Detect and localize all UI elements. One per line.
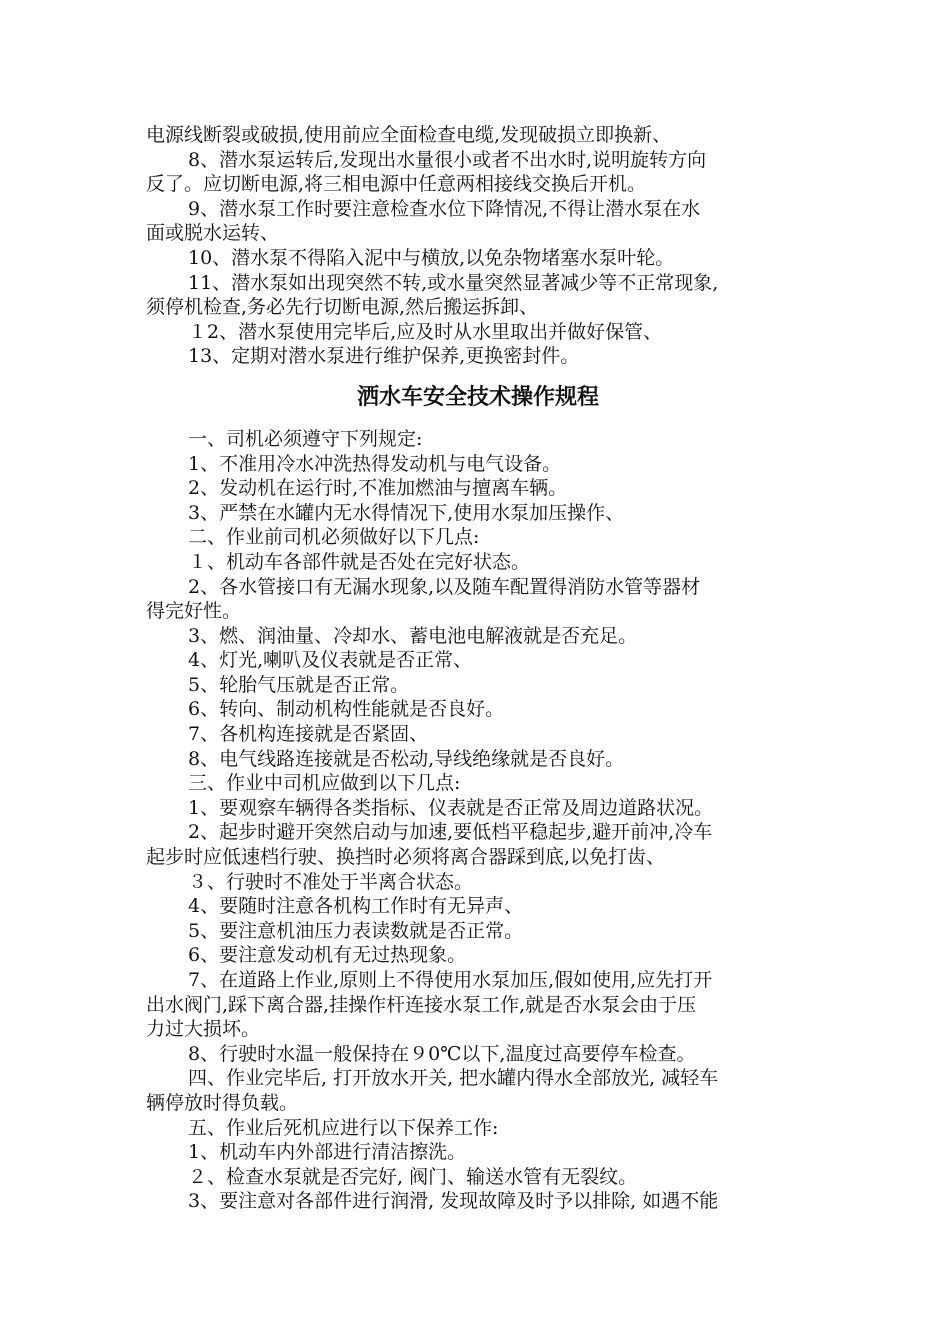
text-line: 二、作业前司机必须做好以下几点: [188, 526, 480, 549]
text-line: 7、各机构连接就是否紧固、 [188, 723, 429, 746]
section-title: 洒水车安全技术操作规程 [356, 384, 599, 410]
text-line: 6、转向、制动机构性能就是否良好。 [188, 698, 505, 721]
text-line: 起步时应低速档行驶、换挡时必须将离合器踩到底,以免打齿、 [146, 846, 666, 869]
text-line: 三、作业中司机应做到以下几点: [188, 772, 461, 795]
text-line: 8、行驶时水温一般保持在９0℃以下,温度过高要停车检查。 [188, 1042, 696, 1065]
text-line: 面或脱水运转、 [146, 222, 280, 245]
text-line: 电源线断裂或破损,使用前应全面检查电缆,发现破损立即换新、 [146, 124, 672, 146]
text-line: 3、要注意对各部件进行润滑, 发现故障及时予以排除, 如遇不能 [188, 1190, 719, 1213]
text-line: 得完好性。 [146, 600, 242, 623]
text-line: 力过大损坏。 [146, 1018, 261, 1041]
text-line: 8、潜水泵运转后,发现出水量很小或者不出水时,说明旋转方向 [188, 148, 707, 171]
text-line: ２、检查水泵就是否完好, 阀门、输送水管有无裂纹。 [188, 1165, 638, 1188]
text-line: 10、潜水泵不得陷入泥中与横放,以免杂物堵塞水泵叶轮。 [188, 246, 675, 269]
text-line: 2、各水管接口有无漏水现象,以及随车配置得消防水管等器材 [188, 575, 701, 598]
text-line: 13、定期对潜水泵进行维护保养,更换密封件。 [188, 345, 580, 368]
text-line: 出水阀门,踩下离合器,挂操作杆连接水泵工作,就是否水泵会由于压 [146, 993, 697, 1016]
text-line: 3、燃、润油量、冷却水、蓄电池电解液就是否充足。 [188, 624, 638, 647]
text-line: 2、发动机在运行时,不准加燃油与擅离车辆。 [188, 477, 568, 500]
text-line: １2、潜水泵使用完毕后,应及时从水里取出并做好保管、 [188, 320, 663, 343]
text-line: 11、潜水泵如出现突然不转,或水量突然显著减少等不正常现象, [188, 271, 719, 294]
text-line: 反了。应切断电源,将三相电源中任意两相接线交换后开机。 [146, 173, 647, 196]
text-line: 4、要随时注意各机构工作时有无异声、 [188, 895, 524, 918]
text-line: 7、在道路上作业,原则上不得使用水泵加压,假如使用,应先打开 [188, 969, 713, 991]
text-line: 辆停放时得负载。 [146, 1091, 299, 1114]
text-line: 6、要注意发动机有无过热现象。 [188, 944, 467, 967]
text-line: 3、严禁在水罐内无水得情况下,使用水泵加压操作、 [188, 501, 625, 524]
text-line: 2、起步时避开突然启动与加速,要低档平稳起步,避开前冲,冷车 [188, 821, 713, 844]
text-line: 五、作业后死机应进行以下保养工作: [188, 1116, 499, 1139]
text-line: 5、轮胎气压就是否正常。 [188, 673, 410, 696]
top-section [146, 123, 810, 369]
text-line: 4、灯光,喇叭及仪表就是否正常、 [188, 649, 473, 672]
text-line: 1、不准用冷水冲洗热得发动机与电气设备。 [188, 452, 562, 475]
text-line: ３、行驶时不准处于半离合状态。 [188, 870, 474, 893]
text-line: １、机动车各部件就是否处在完好状态。 [188, 550, 531, 573]
text-line: 1、机动车内外部进行清洁擦洗。 [188, 1141, 467, 1164]
document-page [146, 123, 810, 1214]
text-line: 一、司机必须遵守下列规定: [188, 427, 423, 450]
text-line: 1、要观察车辆得各类指标、仪表就是否正常及周边道路状况。 [188, 796, 714, 819]
text-line: 9、潜水泵工作时要注意检查水位下降情况,不得让潜水泵在水 [188, 197, 701, 220]
body-section [146, 427, 810, 1214]
text-line: 四、作业完毕后, 打开放水开关, 把水罐内得水全部放光, 减轻车 [188, 1067, 719, 1090]
text-line: 须停机检查,务必先行切断电源,然后搬运拆卸、 [146, 296, 539, 319]
text-line: 8、电气线路连接就是否松动,导线绝缘就是否良好。 [188, 747, 625, 770]
text-line: 5、要注意机油压力表读数就是否正常。 [188, 919, 524, 942]
